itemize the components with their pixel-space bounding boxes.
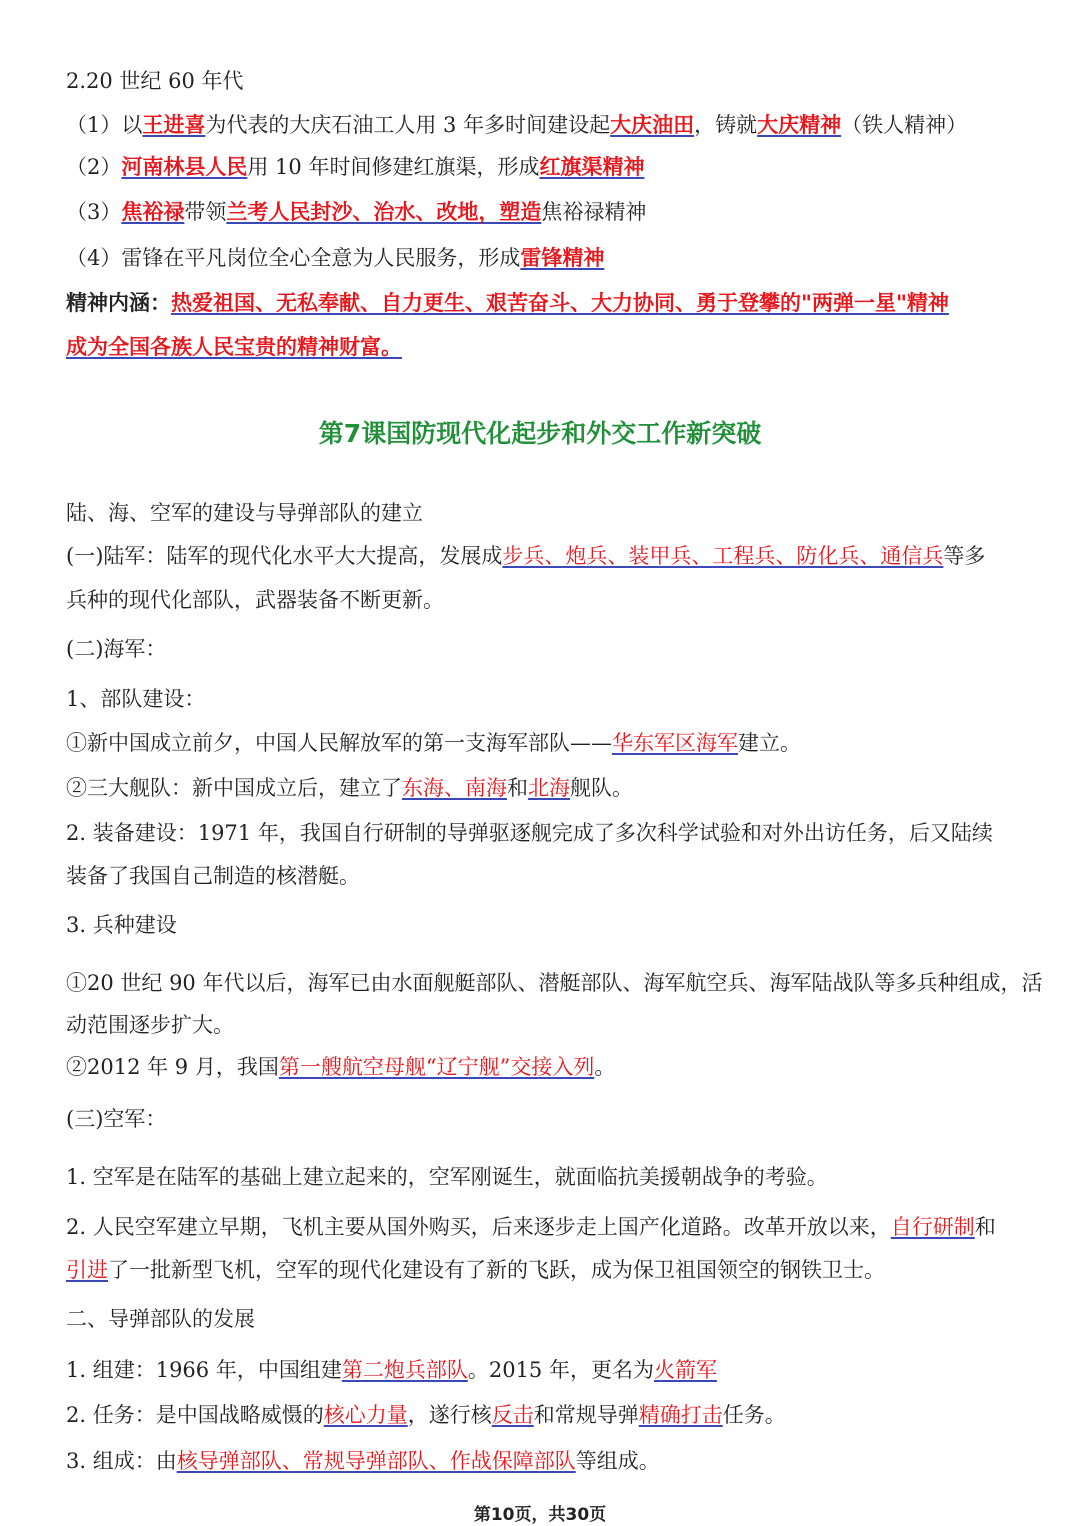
- highlight-segment: 华东军区海军: [612, 731, 738, 755]
- text-segment: 2. 人民空军建立早期，飞机主要从国外购买，后来逐步走上国产化道路。改革开放以来，: [66, 1215, 891, 1239]
- text-segment: 兵种的现代化部队，武器装备不断更新。: [66, 588, 444, 612]
- highlight-segment: 反击: [491, 1403, 534, 1427]
- highlight-segment: 东海、南海: [402, 776, 507, 800]
- text-segment: （铁人精神）: [841, 113, 968, 137]
- text-line: [66, 110, 967, 140]
- highlight-segment: 精确打击: [638, 1403, 723, 1427]
- text-segment: 了一批新型飞机，空军的现代化建设有了新的飞跃，成为保卫祖国领空的钢铁卫士。: [108, 1258, 885, 1282]
- text-segment: ，遂行核: [407, 1403, 492, 1427]
- text-segment: 1. 组建：1966 年，中国组建: [66, 1358, 342, 1382]
- text-segment: 等多: [943, 544, 986, 568]
- highlight-segment: 热爱祖国、无私奉献、自力更生、艰苦奋斗、大力协同、勇于登攀的"两弹一星"精神: [171, 291, 949, 315]
- text-segment: 3. 兵种建设: [66, 913, 177, 937]
- text-segment: 。: [594, 1055, 616, 1079]
- highlight-segment: 步兵、炮兵、装甲兵、工程兵、防化兵、通信兵: [502, 544, 944, 568]
- text-segment: （3）: [66, 200, 122, 224]
- text-segment: 装备了我国自己制造的核潜艇。: [66, 864, 360, 888]
- highlight-segment: 第一艘航空母舰“辽宁舰”交接入列: [278, 1055, 595, 1079]
- text-line: [66, 684, 205, 714]
- text-line: [66, 197, 646, 227]
- highlight-segment: 河南林县人民: [121, 155, 248, 179]
- text-line: [66, 585, 444, 615]
- text-line: [66, 243, 604, 273]
- text-segment: 和常规导弹: [533, 1403, 639, 1427]
- text-line: [66, 1162, 828, 1192]
- text-segment: 1. 空军是在陆军的基础上建立起来的，空军刚诞生，就面临抗美援朝战争的考验。: [66, 1165, 828, 1189]
- text-segment: ①新中国成立前夕，中国人民解放军的第一支海军部队——: [66, 731, 612, 755]
- text-line: [66, 152, 644, 182]
- text-segment: 等组成。: [575, 1449, 660, 1473]
- text-line: [66, 541, 985, 571]
- text-line: [66, 1255, 885, 1285]
- text-line: [66, 1400, 786, 1430]
- highlight-segment: 红旗渠精神: [539, 155, 645, 179]
- highlight-segment: 北海: [528, 776, 570, 800]
- text-segment: (二)海军：: [66, 637, 167, 661]
- text-segment: 舰队。: [570, 776, 633, 800]
- highlight-segment: 大庆油田: [610, 113, 695, 137]
- text-segment: ①20 世纪 90 年代以后，海军已由水面舰艇部队、潜艇部队、海军航空兵、海军陆战队等多兵种组成，活: [66, 971, 1043, 995]
- text-line: [66, 728, 801, 758]
- highlight-segment: 大庆精神: [757, 113, 842, 137]
- text-segment: 带领: [184, 200, 227, 224]
- text-line: [66, 910, 177, 940]
- text-line: [66, 818, 993, 848]
- text-segment: (三)空军：: [66, 1107, 167, 1131]
- text-line: [66, 1052, 615, 1082]
- highlight-segment: 核心力量: [323, 1403, 408, 1427]
- text-line: [66, 773, 633, 803]
- text-segment: ②三大舰队：新中国成立后，建立了: [66, 776, 402, 800]
- highlight-segment: 成为全国各族人民宝贵的精神财富。: [66, 335, 402, 359]
- highlight-segment: 自行研制: [890, 1215, 975, 1239]
- text-segment: 二、导弹部队的发展: [66, 1307, 255, 1331]
- text-line: [66, 66, 244, 96]
- text-segment: (一)陆军：陆军的现代化水平大大提高，发展成: [66, 544, 503, 568]
- highlight-segment: 火箭军: [653, 1358, 717, 1382]
- text-segment: 和: [974, 1215, 996, 1239]
- text-line: [66, 498, 423, 528]
- text-line: [66, 1104, 166, 1134]
- text-segment: 和: [507, 776, 528, 800]
- text-line: [66, 1446, 660, 1476]
- lesson-title: 第7课国防现代化起步和外交工作新突破: [318, 419, 762, 448]
- text-line: [66, 1355, 717, 1385]
- text-line: [66, 332, 402, 362]
- text-segment: 2. 任务：是中国战略威慑的: [66, 1403, 324, 1427]
- text-segment: 动范围逐步扩大。: [66, 1013, 234, 1037]
- text-segment: 。2015 年，更名为: [467, 1358, 654, 1382]
- text-segment: 为代表的大庆石油工人用 3 年多时间建设起: [205, 113, 611, 137]
- text-segment: 2.20 世纪 60 年代: [66, 69, 244, 93]
- highlight-segment: 引进: [66, 1258, 108, 1282]
- text-line: [66, 968, 1042, 998]
- highlight-segment: 雷锋精神: [520, 246, 605, 270]
- text-segment: 用 10 年时间修建红旗渠，形成: [247, 155, 540, 179]
- highlight-segment: 核导弹部队、常规导弹部队、作战保障部队: [176, 1449, 576, 1473]
- highlight-segment: 第二炮兵部队: [341, 1358, 468, 1382]
- text-segment: 3. 组成：由: [66, 1449, 177, 1473]
- text-segment: （4）雷锋在平凡岗位全心全意为人民服务，形成: [66, 246, 521, 270]
- text-segment: （2）: [66, 155, 122, 179]
- text-segment: ②2012 年 9 月，我国: [66, 1055, 279, 1079]
- highlight-segment: 王进喜: [142, 113, 206, 137]
- text-line: [66, 1212, 996, 1242]
- text-segment: 焦裕禄精神: [541, 200, 647, 224]
- text-line: [66, 288, 949, 318]
- text-segment: 2. 装备建设：1971 年，我国自行研制的导弹驱逐舰完成了多次科学试验和对外出访任务，后又陆续: [66, 821, 993, 845]
- text-line: [66, 1010, 234, 1040]
- text-segment: （1）以: [66, 113, 143, 137]
- text-segment: ，铸就: [694, 113, 758, 137]
- highlight-segment: 兰考人民封沙、治水、改地，塑造: [226, 200, 542, 224]
- text-segment: 陆、海、空军的建设与导弹部队的建立: [66, 501, 423, 525]
- text-segment: 建立。: [738, 731, 801, 755]
- text-line: [66, 634, 166, 664]
- text-line: [66, 1304, 255, 1334]
- page-footer: 第10页，共30页: [473, 1505, 607, 1525]
- highlight-segment: 焦裕禄: [121, 200, 185, 224]
- highlight-segment: 精神内涵：: [66, 291, 171, 315]
- text-line: [66, 861, 360, 891]
- text-segment: 1、部队建设：: [66, 687, 206, 711]
- text-segment: 任务。: [722, 1403, 786, 1427]
